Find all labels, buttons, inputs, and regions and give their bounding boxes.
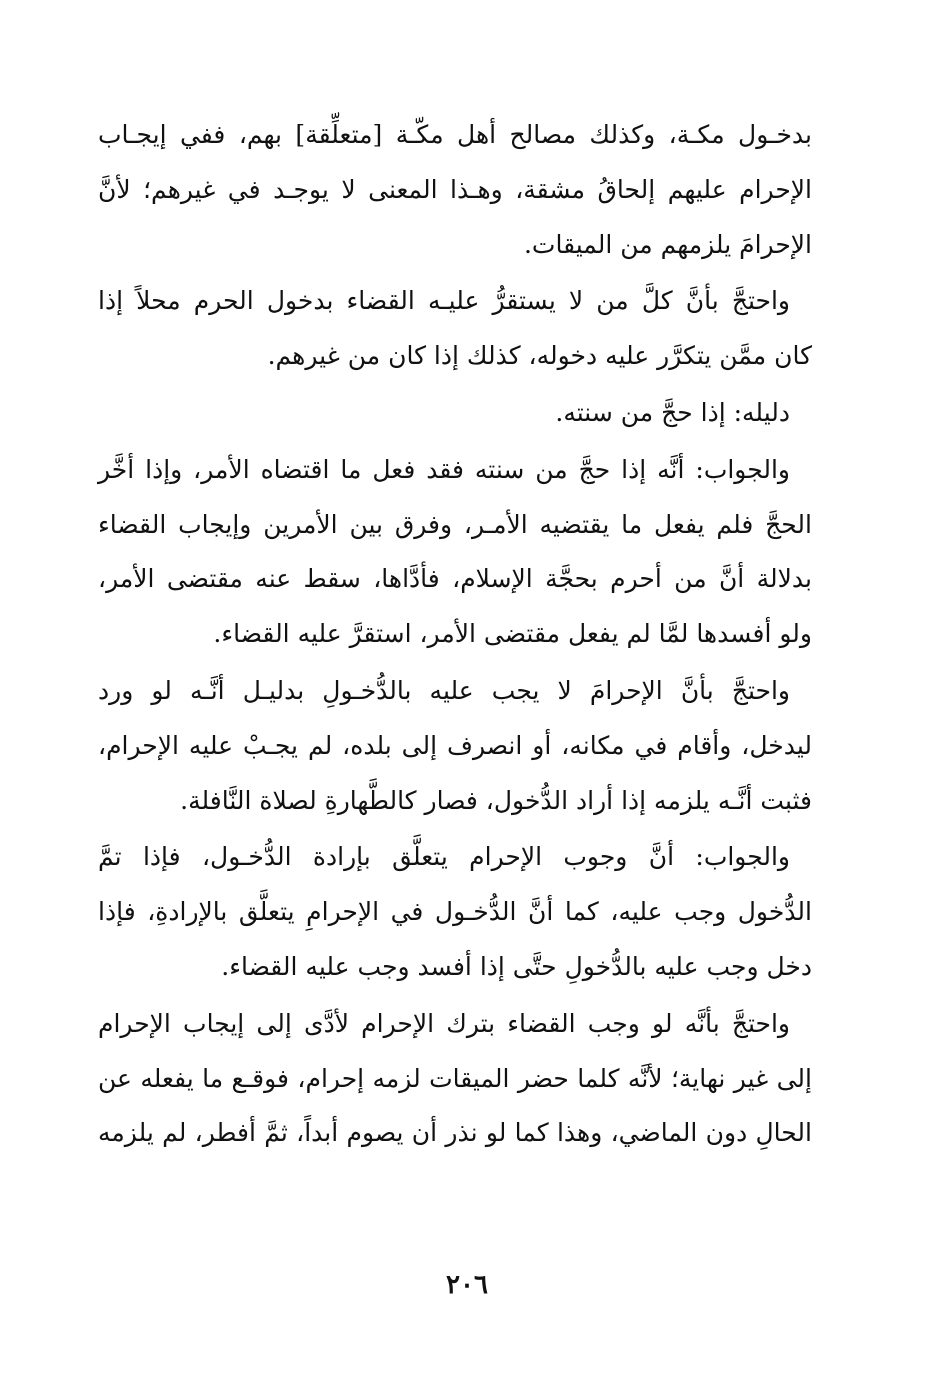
paragraph bbox=[98, 997, 812, 1161]
paragraph bbox=[98, 443, 812, 662]
text-line: واحتجَّ بأنَّه لو وجب القضاء بترك الإحرام لأدَّى إلى إيجاب الإحرام bbox=[98, 1008, 790, 1038]
text-line: الإحرام عليهم إلحاقُ مشقة، وهـذا المعنى لا يوجـد في غيرهم؛ لأنَّ bbox=[98, 174, 812, 204]
text-line: والجواب: أنَّ وجوب الإحرام يتعلَّق بإرادة الدُّخـول، فإذا تمَّ bbox=[98, 842, 790, 872]
text-line: واحتجَّ بأنَّ الإحرامَ لا يجب عليه بالدُّخـولِ بدليـل أنَّـه لو ورد bbox=[98, 675, 790, 705]
text-line: الحجَّ فلم يفعل ما يقتضيه الأمـر، وفرق بين الأمرين وإيجاب القضاء bbox=[98, 509, 812, 539]
page-number: ٢٠٦ bbox=[446, 1270, 488, 1300]
text-line: الدُّخول وجب عليه، كما أنَّ الدُّخـول في الإحرامِ يتعلَّق بالإرادةِ، فإذا bbox=[98, 897, 812, 927]
text-line: الحالِ دون الماضي، وهذا كما لو نذر أن يصوم أبداً، ثمَّ أفطر، لم يلزمه bbox=[98, 1118, 812, 1148]
text-line: الإحرامَ يلزمهم من الميقات. bbox=[523, 229, 812, 259]
text-line: بدخـول مكـة، وكذلك مصالح أهل مكّـة [متعلِّقة] بهم، ففي إيجـاب bbox=[98, 120, 812, 149]
text-line: إلى غير نهاية؛ لأنَّه كلما حضر الميقات لزمه إحرام، فوقـع ما يفعله عن bbox=[98, 1063, 812, 1093]
body-text bbox=[98, 108, 812, 1161]
text-line: ولو أفسدها لمَّا لم يفعل مقتضى الأمر، استقرَّ عليه القضاء. bbox=[213, 619, 812, 649]
paragraph bbox=[98, 108, 812, 272]
text-line: دليله: إذا حجَّ من سنته. bbox=[555, 397, 790, 427]
paragraph bbox=[98, 274, 812, 384]
text-line: ليدخل، وأقام في مكانه، أو انصرف إلى بلده، لم يجـبْ عليه الإحرام، bbox=[98, 730, 812, 760]
text-line: فثبت أنَّـه يلزمه إذا أراد الدُّخول، فصار كالطَّهارةِ لصلاة النَّافلة. bbox=[180, 785, 812, 815]
paragraph bbox=[98, 830, 812, 994]
text-line: والجواب: أنَّه إذا حجَّ من سنته فقد فعل ما اقتضاه الأمر، وإذا أخَّر bbox=[98, 454, 790, 484]
text-line: بدلالة أنَّ من أحرم بحجَّة الإسلام، فأدَّاها، سقط عنه مقتضى الأمر، bbox=[98, 564, 812, 594]
text-line: كان ممَّن يتكرَّر عليه دخوله، كذلك إذا كان من غيرهم. bbox=[267, 341, 812, 371]
paragraph bbox=[98, 386, 812, 441]
text-line: واحتجَّ بأنَّ كلَّ من لا يستقرُّ عليـه القضاء بدخول الحرم محلاً إذا bbox=[98, 286, 790, 316]
paragraph bbox=[98, 664, 812, 828]
text-line: دخل وجب عليه بالدُّخولِ حتَّى إذا أفسد وجب عليه القضاء. bbox=[221, 951, 812, 981]
